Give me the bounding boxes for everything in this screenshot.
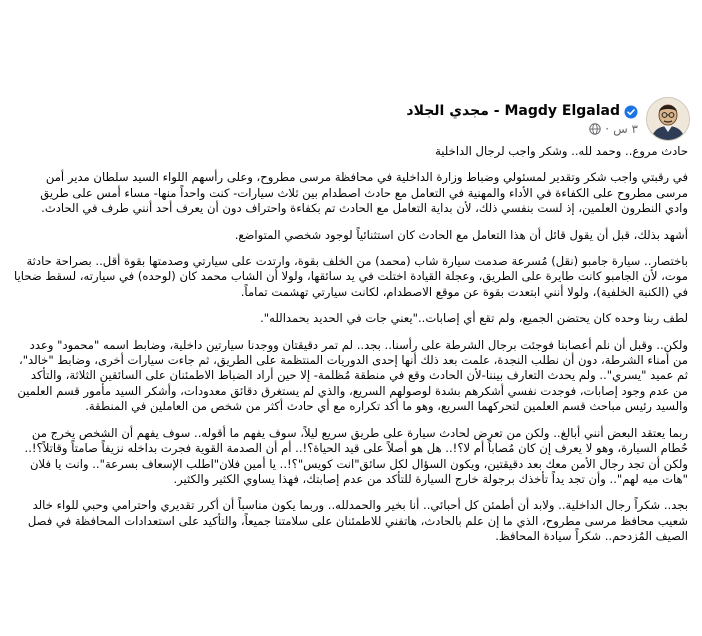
post-paragraph: في رقبتي واجب شكر وتقدير لمسئولي وضباط وزارة الداخلية في محافظة مرسى مطروح، وعلى رأسهم اللواء السيد سلطان مدير أمن مرسى مطروح على الكفاءة في الأداء والمهنية في التعامل مع حادث اصطدام بين ثلاث سيارات- كنت واحداً منها- مساء أمس على طريق وادي النطرون العلمين، إذ لست بنفسي ذلك، لأن بداية التعامل مع الحادث تم بكفاءة واحتراف دون أن يعرف أحد أنني طرف في الحادث. — [40, 170, 688, 216]
globe-icon[interactable] — [589, 123, 601, 135]
post-paragraph: ولكن.. وقبل أن نلم أعصابنا فوجئت برجال الشرطة على رأسنا.. بجد.. لم تمر دقيقتان ووجدنا سيارتين داخلية، وضابط اسمه "محمود" وعدد من أمناء الشرطة، دون أن نطلب النجدة، علمت بعد ذلك أنها إحدى الدوريات المنتظمة على الطريق، ثم جاءت سيارات أخرى، وضابط "خالد"، ثم عميد "يسري".. ولم يحدث التعارف بيننا-لأن الحادث وقع في منطقة مُظلمة- إلا حين أراد الضباط الاطمئنان على السائقين الثلاثة، والتأكد من عدم وجود إصابات، فوجدت نفسي أشكرهم بشدة لوصولهم السريع، والذي لم يستغرق دقائق معدودات، وأشكر السيد مأمور قسم العلمين والسيد رئيس مباحث قسم العلمين لتحركهما السريع، وهو ما أكد تكراره مع أي حادث أكثر من شخص من العاملين في المنطقة. — [17, 337, 688, 414]
post-meta — [406, 103, 638, 136]
post-paragraph: بجد.. شكراً رجال الداخلية.. ولابد أن أطمئن كل أحبائي.. أنا بخير والحمدلله.. وربما يكون مناسباً أن أكرر تقديري واحترامي وحبي للواء خالد شعيب محافظ مرسى مطروح، الذي ما إن علم بالحادث، هاتفني للاطمئنان على سلامتنا جميعاً، والتأكيد على استعدادات المحافظة في فصل الصيف المُزدحم.. شكراً سيادة المحافظ. — [27, 498, 688, 544]
post-paragraph: لطف ربنا وحده كان يحتضن الجميع، ولم تقع أي إصابات.."يعني جات في الحديد بحمدالله". — [260, 311, 688, 326]
post-paragraph: أشهد بذلك، قبل أن يقول قائل أن هذا التعامل مع الحادث كان استثنائياً لوجود شخصي المتواضع. — [234, 227, 688, 242]
post-timestamp[interactable]: ٣ س — [613, 121, 638, 136]
post-body — [14, 144, 688, 545]
post-header — [406, 95, 690, 143]
post-paragraph: حادث مروع.. وحمد لله.. وشكر واجب لرجال الداخلية — [435, 144, 688, 158]
post-paragraph: ربما يعتقد البعض أنني أبالغ.. ولكن من تعرض لحادث سيارة على طريق سريع ليلاً، سوف يفهم ما أقوله.. سوف يفهم أن الشخص يخرج من حُطام السيارة، وهو لا يعرف إن كان مُصاباً أم لا؟!.. هل هو أصلاً على قيد الحياة؟!.. أم أن الصدمة القوية فجرت بداخله نزيفاً صامتاً وقاتلاً؟!.. ولكن أن تجد رجال الأمن معك بعد دقيقتين، ويكون السؤال لكل سائق"انت كويس"؟!.. يا أمين فلان"اطلب الإسعاف بسرعة".. وانت يا فلان "هات ميه لهم".. وأن تجد يداً تأخذك برجولة خارج السيارة للتأكد من عدم إصابتك، فهذا يساوي الكثير والكثير. — [24, 425, 688, 486]
verified-icon — [624, 104, 638, 118]
post-paragraph: باختصار.. سيارة جامبو (نقل) مُسرعة صدمت سيارة شاب (محمد) من الخلف بقوة، وارتدت على سيارتي وصدمتها بقوة أقل.. بصراحة حادثة موت، لأن الجامبو كانت طايرة على الطريق، وعجلة القيادة اختلت في يد سائقها، ولولا أن الشاب محمد كان (لوحده) في سيارته، لسقط ضحايا في (الكنبة الخلفية)، ولولا أنني ابتعدت بقوة عن موقع الاصطدام، لكانت سيارتي تهشمت تماماً. — [14, 254, 688, 299]
author-row — [406, 103, 638, 119]
post-subtitle — [589, 122, 638, 136]
meta-separator: · — [605, 121, 610, 136]
author-avatar[interactable] — [646, 97, 690, 141]
author-name[interactable]: مجدي الجلاد - Magdy Elgalad — [406, 102, 620, 119]
avatar-portrait — [647, 98, 689, 140]
